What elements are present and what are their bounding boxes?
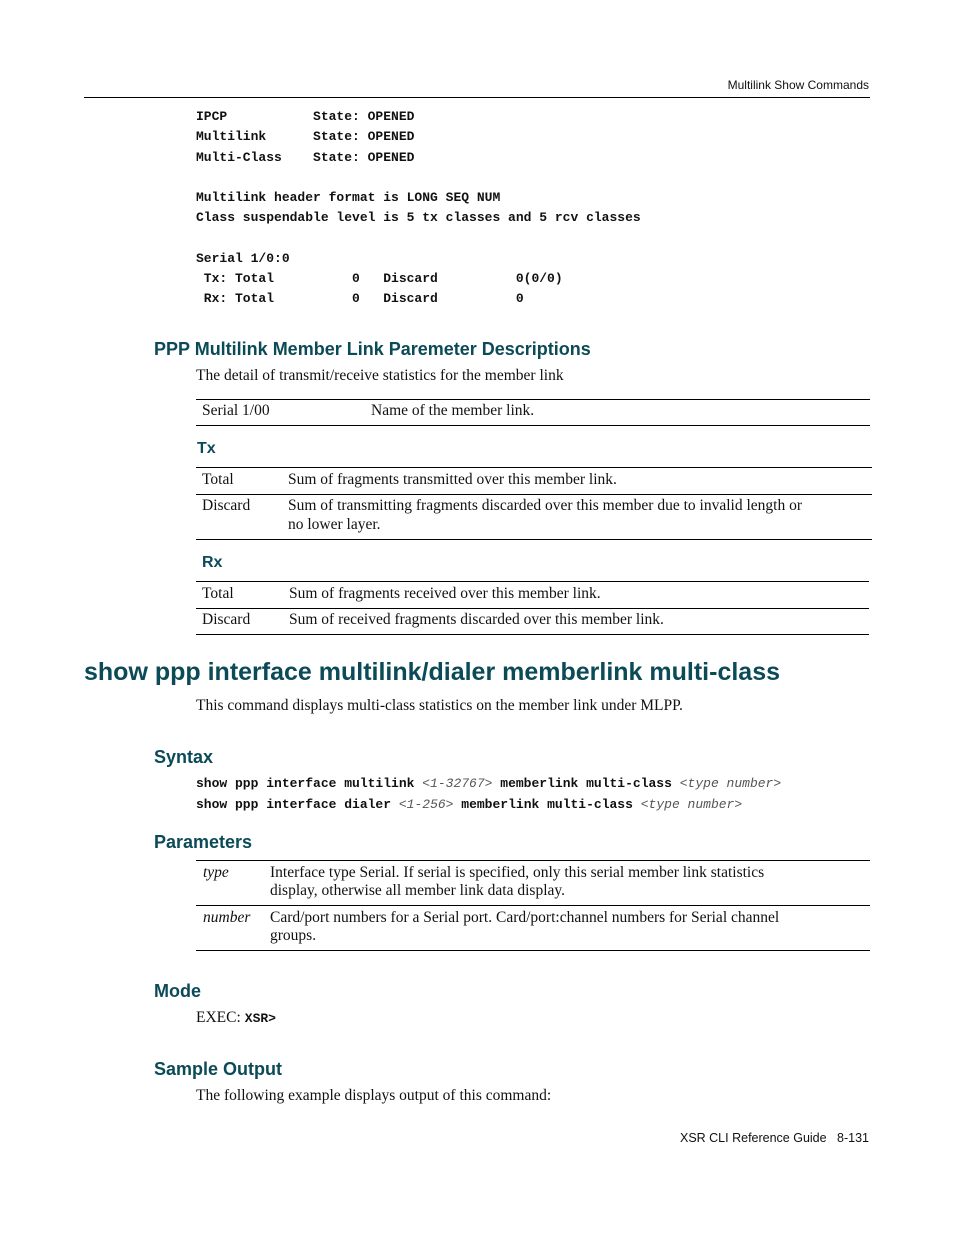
syntax-range: <1-256>: [398, 797, 454, 812]
mode-heading: Mode: [154, 981, 201, 1001]
syntax-heading: Syntax: [154, 747, 214, 767]
param-number-desc-cont: groups.: [270, 927, 317, 944]
syntax-cmd: show ppp interface multilink: [196, 776, 415, 791]
command-description: This command displays multi-class statistics on the member link under MLPP.: [196, 697, 683, 714]
param-type-desc-cont: display, otherwise all member link data display.: [270, 882, 565, 899]
code-line: Serial 1/0:0: [196, 251, 290, 266]
code-line: Class suspendable level is 5 tx classes and 5 rcv classes: [196, 210, 641, 225]
page-footer: [680, 1131, 869, 1145]
footer-title: XSR CLI Reference Guide: [679, 1131, 827, 1145]
tx-total-name: Total: [202, 471, 234, 488]
table-rule: [196, 539, 872, 540]
rx-discard-name: Discard: [202, 611, 251, 628]
tx-discard-desc: Sum of transmitting fragments discarded over this member due to invalid length or: [288, 497, 802, 514]
table-rule: [196, 905, 870, 906]
serial-name: Serial 1/00: [202, 402, 270, 419]
running-header: Multilink Show Commands: [727, 78, 869, 92]
rx-heading: Rx: [202, 554, 223, 571]
syntax-cmd: memberlink multi-class: [500, 776, 672, 791]
mode-line: [196, 1009, 276, 1027]
table-rule: [196, 399, 870, 400]
page-number: 8-131: [837, 1131, 869, 1145]
parameters-heading: Parameters: [154, 832, 253, 852]
command-title: show ppp interface multilink/dialer memberlink multi-class: [84, 658, 781, 686]
table-rule: [196, 634, 869, 635]
rx-total-desc: Sum of fragments received over this member link.: [289, 585, 601, 602]
mode-prompt: XSR>: [244, 1011, 276, 1026]
rx-discard-desc: Sum of received fragments discarded over this member link.: [289, 611, 664, 628]
tx-discard-name: Discard: [202, 497, 251, 514]
param-type-desc: Interface type Serial. If serial is specified, only this serial member link statistics: [270, 864, 765, 881]
member-link-intro: The detail of transmit/receive statistics for the member link: [196, 367, 564, 384]
syntax-line-2: [196, 797, 742, 812]
table-rule: [196, 950, 870, 951]
code-line: Tx: Total 0 Discard 0(0/0): [196, 271, 563, 286]
table-rule: [196, 467, 872, 468]
param-number-name: number: [203, 909, 251, 926]
table-rule: [196, 860, 870, 861]
syntax-args: <type number>: [679, 776, 782, 791]
param-type-name: type: [203, 864, 229, 881]
rx-total-name: Total: [202, 585, 234, 602]
mode-label: EXEC:: [196, 1009, 241, 1026]
syntax-cmd: memberlink multi-class: [461, 797, 633, 812]
table-rule: [196, 494, 872, 495]
tx-heading: Tx: [197, 440, 216, 457]
table-rule: [196, 425, 870, 426]
sample-output-heading: Sample Output: [154, 1059, 283, 1079]
header-rule: [84, 97, 870, 98]
code-line: Rx: Total 0 Discard 0: [196, 291, 524, 306]
syntax-cmd: show ppp interface dialer: [196, 797, 392, 812]
table-rule: [196, 581, 869, 582]
code-line: IPCP State: OPENED: [196, 109, 415, 124]
member-link-heading: PPP Multilink Member Link Paremeter Descriptions: [154, 339, 591, 359]
sample-output-text: The following example displays output of this command:: [196, 1087, 552, 1104]
syntax-args: <type number>: [640, 797, 743, 812]
code-line: Multi-Class State: OPENED: [196, 150, 415, 165]
tx-discard-desc-cont: no lower layer.: [288, 516, 381, 533]
syntax-line-1: [196, 776, 781, 791]
code-line: Multilink State: OPENED: [196, 129, 415, 144]
table-rule: [196, 608, 869, 609]
tx-total-desc: Sum of fragments transmitted over this member link.: [288, 471, 617, 488]
serial-desc: Name of the member link.: [371, 402, 535, 419]
syntax-range: <1-32767>: [422, 776, 493, 791]
param-number-desc: Card/port numbers for a Serial port. Card/port:channel numbers for Serial channel: [270, 909, 780, 926]
code-line: Multilink header format is LONG SEQ NUM: [196, 190, 501, 205]
